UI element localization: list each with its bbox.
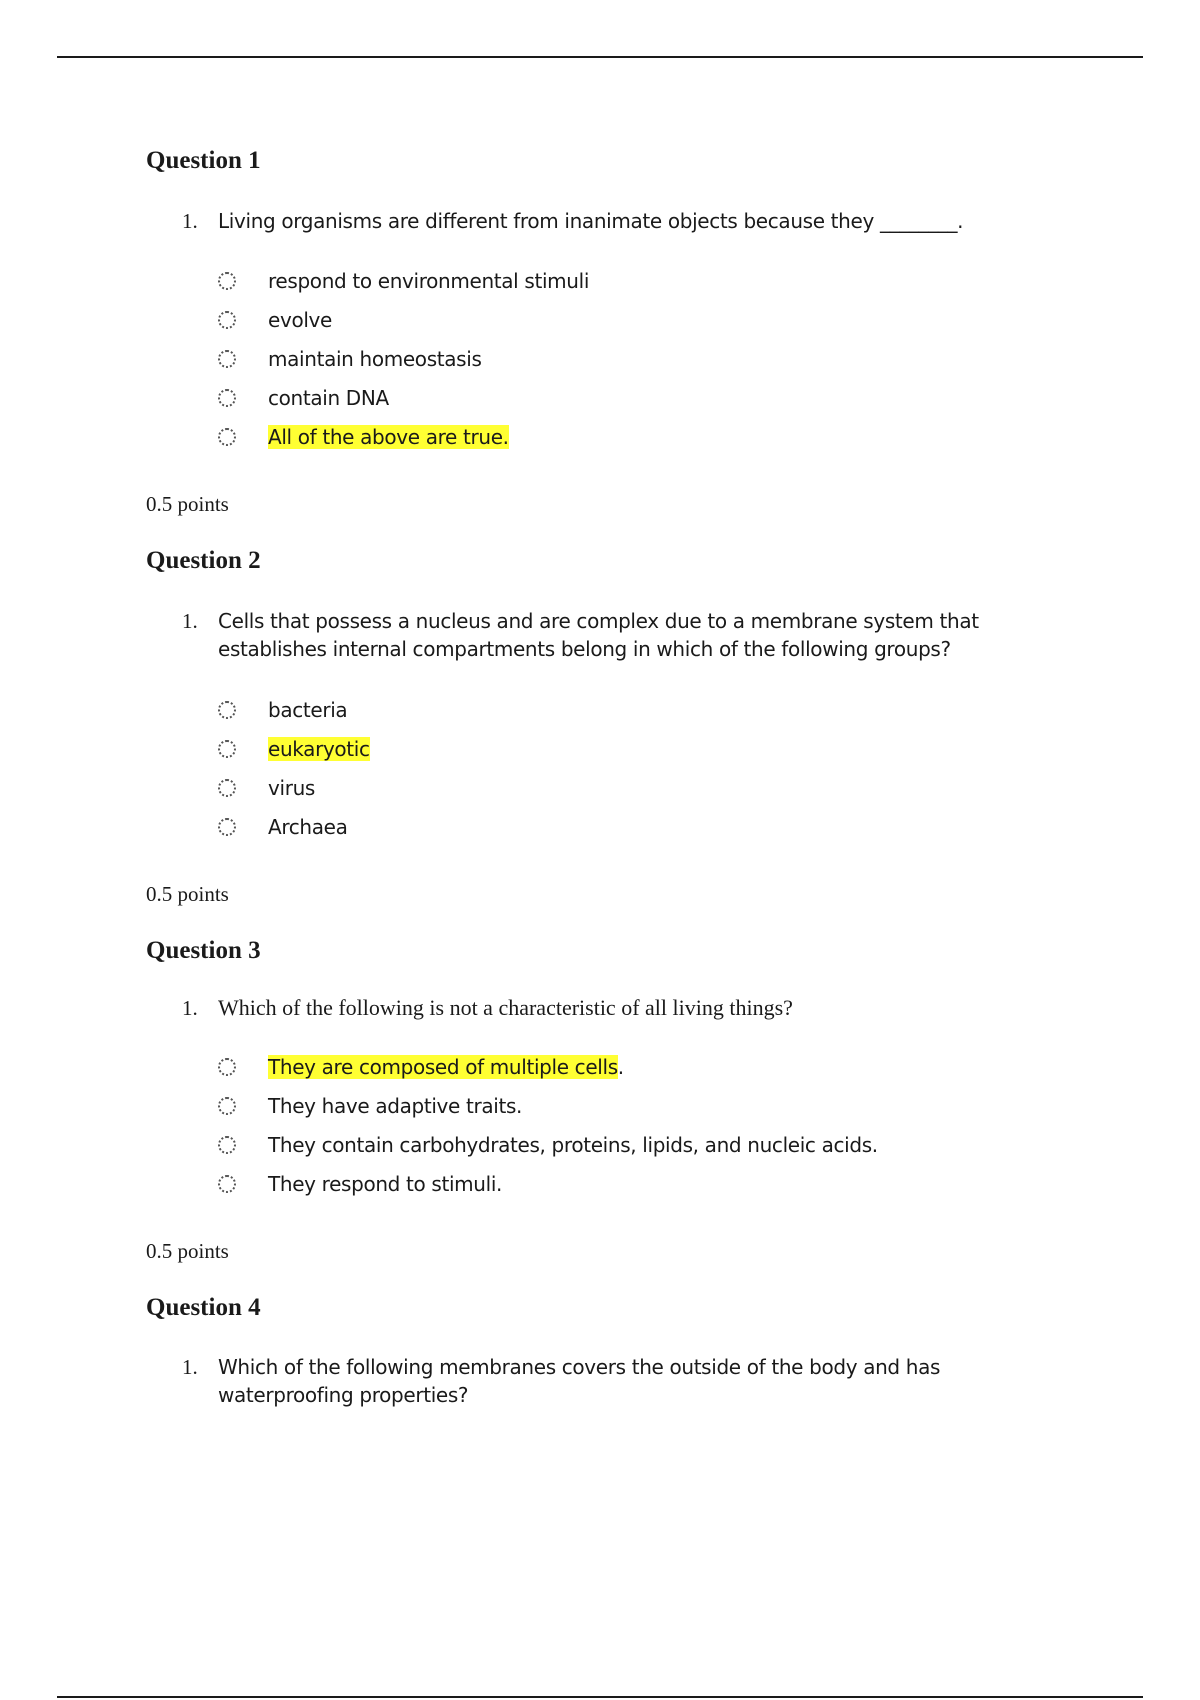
option-label: bacteria [268,697,348,722]
question-3-options [218,1047,878,1203]
option-label: They respond to stimuli. [268,1171,503,1196]
option-label: maintain homeostasis [268,346,482,371]
option-label [268,735,370,763]
radio-button[interactable] [218,740,236,758]
radio-button[interactable] [218,1058,236,1076]
question-1-option-3[interactable] [218,339,589,378]
question-2-prompt: Cells that possess a nucleus and are complex due to a membrane system that establishes internal compartments belong in which of the following groups? [218,609,979,661]
radio-button[interactable] [218,779,236,797]
question-1-number: 1. [182,209,198,233]
highlighted-answer: eukaryotic [268,736,370,761]
option-label: respond to environmental stimuli [268,268,590,293]
question-2-option-2[interactable] [218,729,370,768]
option-label: Archaea [268,814,348,839]
radio-button[interactable] [218,311,236,329]
option-label: They contain carbohydrates, proteins, lipids, and nucleic acids. [268,1132,878,1157]
option-label-suffix: . [617,1054,624,1079]
question-4-prompt: Which of the following membranes covers the outside of the body and has waterproofing properties? [218,1355,941,1407]
radio-button[interactable] [218,1175,236,1193]
question-1-option-4[interactable] [218,378,589,417]
question-4-number: 1. [182,1355,198,1379]
question-3-prompt: Which of the following is not a characteristic of all living things? [218,995,793,1020]
question-2-heading: Question 2 [146,547,261,574]
radio-button[interactable] [218,1097,236,1115]
question-3-prompt-row [182,994,1002,1022]
radio-button[interactable] [218,701,236,719]
option-label: evolve [268,307,332,332]
question-3-heading: Question 3 [146,937,261,964]
question-1-option-2[interactable] [218,300,589,339]
question-1-option-5[interactable] [218,417,589,456]
radio-button[interactable] [218,389,236,407]
question-2-prompt-row [182,607,1002,663]
question-2-option-4[interactable] [218,807,370,846]
option-label [268,423,509,451]
top-rule [57,56,1143,58]
highlighted-answer: All of the above are true. [268,424,509,449]
radio-button[interactable] [218,428,236,446]
question-3-option-1[interactable] [218,1047,878,1086]
question-4-heading: Question 4 [146,1294,261,1321]
question-2-points: 0.5 points [146,882,229,906]
question-1-options [218,261,589,456]
option-label [268,1053,624,1081]
question-2-option-1[interactable] [218,690,370,729]
radio-button[interactable] [218,818,236,836]
question-2-options [218,690,370,846]
radio-button[interactable] [218,272,236,290]
question-2-option-3[interactable] [218,768,370,807]
highlighted-answer: They are composed of multiple cells [268,1054,618,1079]
option-label: virus [268,775,315,800]
question-3-points: 0.5 points [146,1239,229,1263]
question-1-heading: Question 1 [146,147,261,174]
bottom-rule [57,1696,1143,1698]
question-3-number: 1. [182,996,198,1020]
question-3-option-2[interactable] [218,1086,878,1125]
question-1-points: 0.5 points [146,492,229,516]
question-2-number: 1. [182,609,198,633]
question-3-option-4[interactable] [218,1164,878,1203]
question-3-option-3[interactable] [218,1125,878,1164]
question-1-prompt-row [182,207,1002,235]
question-1-option-1[interactable] [218,261,589,300]
option-label: They have adaptive traits. [268,1093,523,1118]
option-label: contain DNA [268,385,389,410]
radio-button[interactable] [218,350,236,368]
question-4-prompt-row [182,1353,1002,1409]
radio-button[interactable] [218,1136,236,1154]
question-1-prompt: Living organisms are different from inanimate objects because they ________. [218,209,964,233]
